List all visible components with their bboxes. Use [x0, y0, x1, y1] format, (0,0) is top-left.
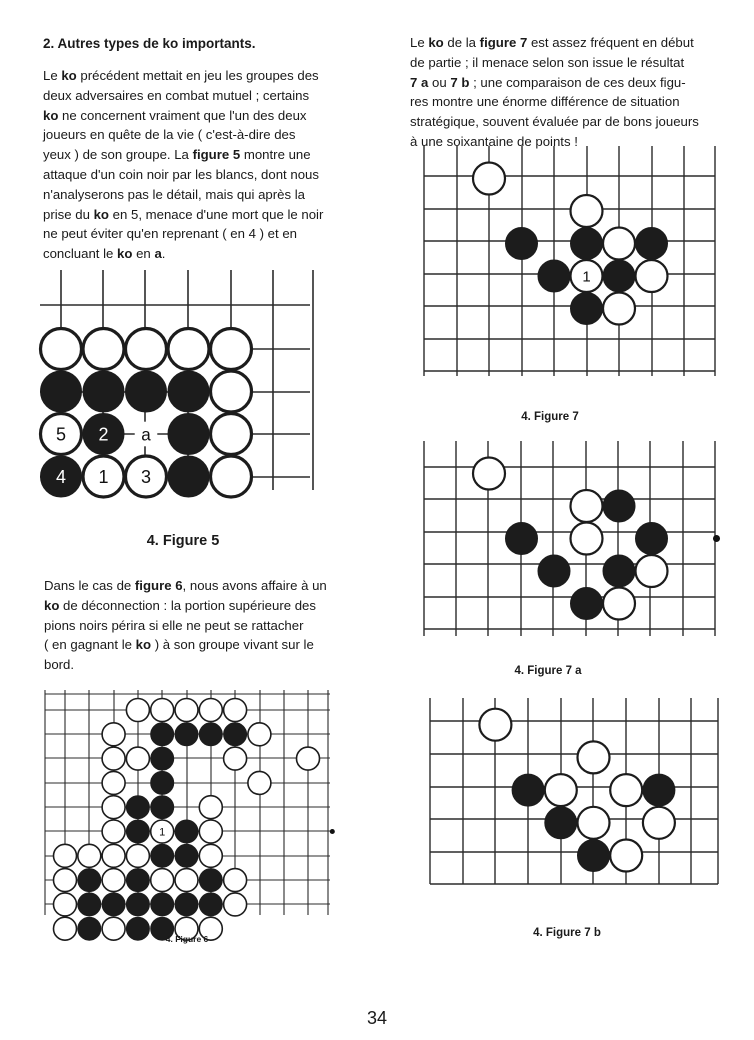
text-run: Le — [410, 35, 429, 50]
text-run: ko — [43, 107, 59, 123]
grid-lines — [424, 441, 720, 636]
white-stone — [578, 807, 610, 839]
grid-lines — [430, 698, 718, 884]
text-run: res montre une énorme différence de situation — [410, 94, 680, 110]
text-run: 7 b — [450, 74, 470, 90]
text-run: en — [132, 246, 155, 262]
text-run: précédent mettait en jeu les groupes des — [76, 68, 319, 83]
text-run: , nous avons affaire à un — [182, 578, 327, 593]
white-stone — [102, 917, 125, 940]
white-stone — [643, 807, 675, 839]
black-stone — [636, 523, 668, 555]
white-stone — [54, 917, 77, 940]
text-run: ko — [428, 35, 444, 50]
text-run: concluant le — [43, 246, 118, 262]
black-stone — [571, 228, 603, 260]
black-stone — [571, 588, 603, 620]
black-stone — [538, 260, 570, 292]
black-stone — [603, 490, 635, 522]
text-run: ) à son groupe vivant sur le — [151, 637, 314, 653]
white-stone — [479, 709, 511, 741]
white-stone — [571, 195, 603, 227]
white-stone — [610, 774, 642, 806]
black-stone — [603, 260, 635, 292]
text-run: . — [161, 246, 166, 262]
text-run: figure 5 — [192, 147, 241, 163]
stone-move-number: 3 — [140, 466, 152, 487]
white-stone — [545, 774, 577, 806]
section-heading: 2. Autres types de ko importants. — [43, 36, 256, 51]
text-run: de partie ; il menace selon son issue le résultat — [410, 54, 685, 70]
caption-figure-7b: 4. Figure 7 b — [533, 927, 601, 939]
text-run: de la — [443, 35, 480, 50]
text-run: ko — [44, 597, 60, 613]
black-stone — [78, 917, 101, 940]
black-stone — [538, 555, 570, 587]
board-figure-7 — [0, 0, 754, 400]
caption-figure-6: 4. Figure 6 — [165, 934, 209, 944]
board-figure-7b — [0, 680, 754, 920]
black-stone — [126, 917, 149, 940]
text-run: stratégique, souvent évaluée par de bons joueurs — [410, 114, 699, 130]
white-stone — [610, 840, 642, 872]
grid-lines — [424, 146, 715, 376]
text-run: Dans le cas de — [44, 578, 135, 593]
text-run: a — [154, 246, 162, 262]
black-stone — [512, 774, 544, 806]
black-stone — [506, 228, 538, 260]
caption-figure-7: 4. Figure 7 — [521, 411, 579, 423]
white-stone — [473, 163, 505, 195]
text-run: en 5, menace d'une mort que le noir — [108, 206, 324, 222]
point-mark-label: a — [141, 425, 151, 445]
text-run: à une soixantaine de points ! — [410, 133, 578, 149]
text-run: joueurs en quête de la vie ( c'est-à-dire des — [43, 127, 296, 143]
white-stone — [603, 588, 635, 620]
black-stone — [545, 807, 577, 839]
text-run: est assez fréquent en début — [527, 35, 694, 50]
white-stone — [571, 523, 603, 555]
text-run: ne peut éviter qu'en reprenant ( en 4 ) et en — [43, 226, 297, 242]
text-run: ; une comparaison de ces deux figu- — [469, 74, 686, 90]
text-run: attaque d'un coin noir par les blancs, dont nous — [43, 166, 319, 182]
text-run: ko — [117, 246, 133, 262]
caption-figure-7a: 4. Figure 7 a — [514, 665, 582, 677]
text-run: ou — [428, 74, 451, 90]
text-run: ( en gagnant le — [44, 637, 136, 653]
stone-move-number: 4 — [55, 466, 67, 487]
text-run: de déconnection : la portion supérieure des — [59, 597, 316, 613]
white-stone — [578, 741, 610, 773]
white-stone — [603, 228, 635, 260]
text-run: figure 7 — [479, 35, 528, 50]
text-run: ko — [135, 637, 152, 653]
white-stone — [636, 555, 668, 587]
text-run: montre une — [240, 147, 311, 163]
text-run: prise du — [43, 206, 94, 222]
page-number: 34 — [366, 1008, 388, 1028]
black-stone — [603, 555, 635, 587]
text-run: yeux ) de son groupe. La — [43, 147, 193, 163]
stone-move-number: 1 — [98, 466, 109, 487]
white-stone — [473, 458, 505, 490]
black-stone — [506, 523, 538, 555]
white-stone — [636, 260, 668, 292]
text-run: pions noirs périra si elle ne peut se rattacher — [44, 617, 304, 633]
text-run: deux adversaires en combat mutuel ; certains — [43, 87, 310, 103]
stone-move-number: 5 — [55, 424, 67, 445]
white-stone — [571, 490, 603, 522]
text-run: bord. — [44, 657, 75, 673]
text-run: ko — [61, 68, 77, 83]
black-stone — [636, 228, 668, 260]
text-run: figure 6 — [134, 578, 183, 593]
text-run: 7 a — [410, 74, 429, 90]
black-stone — [578, 840, 610, 872]
stone-move-number: 2 — [98, 424, 109, 445]
star-point — [713, 535, 720, 542]
text-run: n'analyserons pas le détail, mais qui après la — [43, 186, 306, 202]
black-stone — [643, 774, 675, 806]
caption-figure-5: 4. Figure 5 — [146, 533, 220, 549]
black-stone — [571, 293, 603, 325]
white-stone — [603, 293, 635, 325]
text-run: Le — [43, 68, 62, 83]
stone-move-number: 1 — [159, 826, 166, 839]
text-run: ko — [93, 206, 109, 222]
stone-move-number: 1 — [582, 268, 591, 286]
text-run: ne concernent vraiment que l'un des deux — [58, 107, 307, 123]
